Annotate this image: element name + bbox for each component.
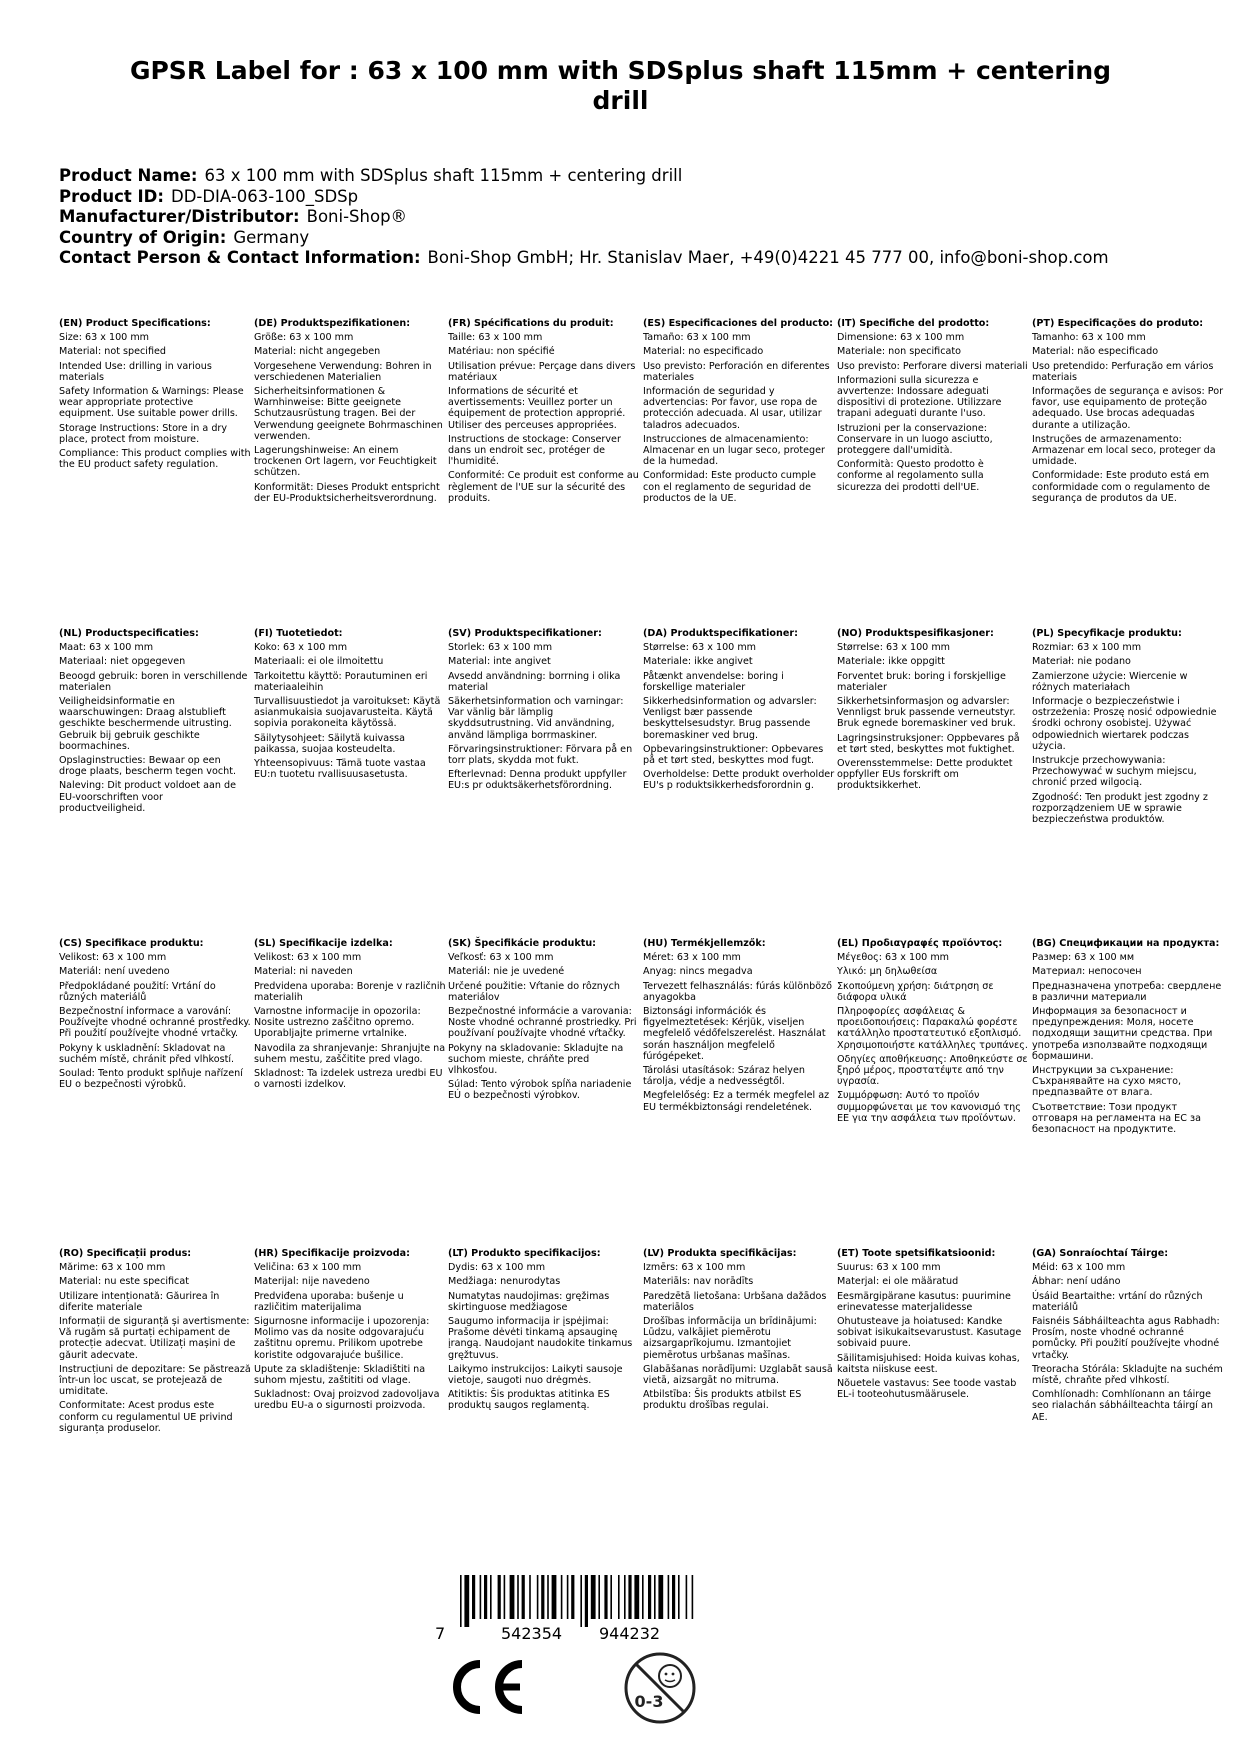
block-line: Размер: 63 x 100 мм <box>1032 952 1135 964</box>
contact-row <box>59 248 1199 269</box>
language-block <box>643 938 835 1113</box>
block-line: Materiale: ikke oppgitt <box>837 656 945 668</box>
ce-mark-icon <box>450 1658 530 1716</box>
barcode-bar <box>634 1575 639 1619</box>
block-line: Lagerungshinweise: An einem trockenen Ort lagern, vor Feuchtigkeit schützen. <box>254 445 437 479</box>
language-block <box>59 628 251 814</box>
block-line: Predviđena uporaba: bušenje u različitim materijalima <box>254 1290 404 1313</box>
block-line: Medžiaga: nenurodytas <box>448 1276 561 1288</box>
language-block <box>837 938 1029 1124</box>
block-line: Atbilstība: Šis produkts atbilst ES produktu drošības regulai. <box>643 1389 802 1412</box>
block-line: Instrucțiuni de depozitare: Se păstrează într-un loc uscat, se protejează de umiditate. <box>59 1363 251 1398</box>
block-line: Paredzētā lietošana: Urbšana dažādos materiālos <box>643 1290 827 1313</box>
block-line: Conformitate: Acest produs este conform cu regulamentul UE privind siguranța produselor. <box>59 1400 233 1434</box>
block-line: Izmērs: 63 x 100 mm <box>643 1262 746 1274</box>
block-line: Turvallisuustiedot ja varoitukset: Käytä asianmukaisia suojavarusteita. Käytä sopivia porakoneita käytössä. <box>254 696 441 730</box>
block-line: Soulad: Tento produkt splňuje nařízení EU o bezpečnosti výrobků. <box>59 1068 243 1091</box>
block-line: Anyag: nincs megadva <box>643 966 753 978</box>
barcode-bar <box>561 1575 563 1619</box>
block-line: Съответствие: Този продукт отговаря на регламента на ЕС за безопасност на продуктите. <box>1032 1101 1201 1136</box>
block-heading: (DA) Produktspecifikationer: <box>643 628 798 639</box>
block-line: Utilizare intenționată: Găurirea în diferite materiale <box>59 1290 220 1313</box>
barcode-bar <box>642 1575 644 1619</box>
block-line: Zamierzone użycie: Wiercenie w różnych materiałach <box>1032 670 1188 693</box>
barcode-bar <box>571 1575 574 1619</box>
barcode-bar <box>580 1575 582 1627</box>
block-line: Material: não especificado <box>1032 346 1159 358</box>
country-row <box>59 228 1199 249</box>
block-line: Comhlíonadh: Comhlíonann an táirge seo rialachán sábháilteachta táirgí an AE. <box>1032 1389 1213 1423</box>
block-line: Størrelse: 63 x 100 mm <box>643 642 757 654</box>
block-line: Материал: непосочен <box>1032 966 1142 978</box>
barcode-bar <box>480 1575 482 1619</box>
block-line: Sigurnosne informacije i upozorenja: Molimo vas da nosite odgovarajuću zaštitnu opremu. Prilikom upotrebe koristite odgovarajuće bušilice. <box>254 1316 430 1361</box>
block-line: Materiaali: ei ole ilmoitettu <box>254 656 384 668</box>
barcode-bar <box>686 1575 688 1619</box>
block-line: Varnostne informacije in opozorila: Nosite ustrezno zaščitno opremo. Uporabljajte primerne vrtalnike. <box>254 1006 421 1040</box>
block-line: Material: nu este specificat <box>59 1276 189 1288</box>
block-heading: (HU) Termékjellemzők: <box>643 938 766 949</box>
block-line: Méret: 63 x 100 mm <box>643 952 741 964</box>
block-line: Intended Use: drilling in various materials <box>59 360 212 383</box>
info-value: 63 x 100 mm with SDSplus shaft 115mm + centering drill <box>204 166 683 185</box>
block-line: Megfelelőség: Ez a termék megfelel az EU termékbiztonsági rendeletének. <box>643 1090 830 1113</box>
block-line: Sukladnost: Ovaj proizvod zadovoljava uredbu EU-a o sigurnosti proizvoda. <box>254 1389 440 1412</box>
language-block <box>59 318 251 470</box>
block-line: Eesmärgipärane kasutus: puurimine erinevatesse materjalidesse <box>837 1290 1011 1313</box>
language-block <box>254 628 446 780</box>
barcode-bar <box>598 1575 600 1619</box>
page-title: GPSR Label for : 63 x 100 mm with SDSplus shaft 115mm + centering drill <box>129 56 1112 115</box>
language-block <box>254 1248 446 1412</box>
language-block <box>448 318 640 504</box>
barcode-bar <box>537 1575 539 1619</box>
block-line: Overensstemmelse: Dette produktet oppfyller EUs forskrift om produktsikkerhet. <box>837 758 1013 792</box>
block-heading: (SL) Specifikacije izdelka: <box>254 938 393 949</box>
product-info <box>59 166 1199 269</box>
block-heading: (SV) Produktspecifikationer: <box>448 628 602 639</box>
block-line: Informacje o bezpieczeństwie i ostrzeżenia: Proszę nosić odpowiednie środki ochrony osobistej. Używać odpowiednich wiertarek podczas użycia. <box>1032 696 1217 752</box>
barcode-bar <box>585 1575 588 1627</box>
block-line: Conformité: Ce produit est conforme au règlement de l'UE sur la sécurité des produits. <box>448 470 639 504</box>
block-line: Méid: 63 x 100 mm <box>1032 1262 1126 1274</box>
block-heading: (IT) Specifiche del prodotto: <box>837 318 990 329</box>
block-line: Οδηγίες αποθήκευσης: Αποθηκεύστε σε ξηρό μέρος, προστατέψτε από την υγρασία. <box>837 1053 1028 1088</box>
block-heading: (NL) Productspecificaties: <box>59 628 199 639</box>
block-line: Material: nicht angegeben <box>254 346 381 358</box>
barcode-bar <box>460 1575 462 1627</box>
block-line: Taille: 63 x 100 mm <box>448 332 543 344</box>
barcode-bar <box>604 1575 607 1619</box>
info-value: Boni-Shop GmbH; Hr. Stanislav Maer, +49(0)4221 45 777 00, info@boni-shop.com <box>427 248 1109 268</box>
barcode-bar <box>678 1575 680 1619</box>
block-line: Materiale: ikke angivet <box>643 656 753 668</box>
block-line: Overholdelse: Dette produkt overholder EU's p roduktsikkerhedsforordnin g. <box>643 769 835 792</box>
barcode-bar <box>472 1575 475 1619</box>
block-line: Uso previsto: Perforación en diferentes materiales <box>643 360 830 383</box>
block-line: Instrukcje przechowywania: Przechowywać w suchym miejscu, chronić przed wilgocią. <box>1032 755 1197 789</box>
block-line: Veličina: 63 x 100 mm <box>254 1262 362 1274</box>
language-block <box>254 938 446 1090</box>
block-line: Materiál: nie je uvedené <box>448 966 565 978</box>
block-line: Sicherheitsinformationen & Warnhinweise: Bitte geeignete Schutzausrüstung tragen. Bei der Verwendung geeignete Bohrmaschinen verwenden. <box>254 386 443 442</box>
barcode-bar <box>464 1575 469 1627</box>
info-value: DD-DIA-063-100_SDSp <box>170 186 359 206</box>
barcode-bar <box>504 1575 506 1619</box>
barcode-bars <box>460 1575 720 1627</box>
block-line: Koko: 63 x 100 mm <box>254 642 348 654</box>
block-line: Materiale: non specificato <box>837 346 961 358</box>
block-heading: (LV) Produkta specifikācijas: <box>643 1248 797 1259</box>
block-line: Bezpečnostné informácie a varovania: Noste vhodné ochranné prostriedky. Pri používaní používajte vhodné vŕtačky. <box>448 1006 637 1040</box>
block-line: Instruções de armazenamento: Armazenar em local seco, proteger da umidade. <box>1032 433 1216 468</box>
block-line: Naleving: Dit product voldoet aan de EU-voorschriften voor productveiligheid. <box>59 780 236 814</box>
block-line: Materiál: není uvedeno <box>59 966 170 978</box>
block-line: Glabāšanas norādījumi: Uzglabāt sausā vietā, aizsargāt no mitruma. <box>643 1363 833 1387</box>
barcode-bar <box>498 1575 501 1619</box>
barcode-bar <box>658 1575 663 1619</box>
block-line: Säilitamisjuhised: Hoida kuivas kohas, kaitsta niiskuse eest. <box>837 1352 1020 1375</box>
info-value: Germany <box>233 227 310 247</box>
block-line: Instrucciones de almacenamiento: Almacenar en un lugar seco, proteger de la humedad. <box>643 433 825 468</box>
block-line: Sikkerhedsinformation og advarsler: Venligst bær passende beskyttelsesudstyr. Brug passende boremaskiner ved brug. <box>643 696 817 741</box>
block-heading: (PT) Especificações do produto: <box>1032 318 1204 329</box>
block-line: Safety Information & Warnings: Please wear appropriate protective equipment. Use suitable power drills. <box>59 386 244 420</box>
block-line: Forventet bruk: boring i forskjellige materialer <box>837 670 1006 693</box>
language-block <box>643 628 835 792</box>
language-block <box>837 318 1029 493</box>
block-line: Matériau: non spécifié <box>448 346 555 358</box>
barcode-bar <box>490 1575 492 1619</box>
language-block <box>1032 628 1224 825</box>
block-line: Suurus: 63 x 100 mm <box>837 1262 941 1274</box>
barcode-digits-right: 944232 <box>599 1624 661 1643</box>
block-line: Beoogd gebruik: boren in verschillende materialen <box>59 670 248 693</box>
block-line: Súlad: Tento výrobok spĺňa nariadenie EÚ o bezpečnosti výrobkov. <box>448 1079 632 1102</box>
block-line: Tamanho: 63 x 100 mm <box>1032 332 1146 344</box>
barcode-bar <box>692 1575 694 1619</box>
language-block <box>254 318 446 504</box>
block-line: Säkerhetsinformation och varningar: Var vänlig bär lämplig skyddsutrustning. Vid användning, använd lämpliga borrmaskiner. <box>448 696 624 741</box>
block-line: Συμμόρφωση: Αυτό το προϊόν συμμορφώνεται με τον κανονισμό της ΕΕ για την ασφάλεια των προϊόντων. <box>837 1090 1021 1124</box>
block-line: Size: 63 x 100 mm <box>59 332 150 344</box>
block-heading: (CS) Specifikace produktu: <box>59 938 204 949</box>
block-line: Μέγεθος: 63 x 100 mm <box>837 952 950 964</box>
barcode-bar <box>654 1575 656 1619</box>
block-line: Yhteensopivuus: Tämä tuote vastaa EU:n tuotetu rvallisuusasetusta. <box>254 758 426 781</box>
block-line: Materjal: ei ole määratud <box>837 1276 959 1288</box>
block-line: Uso pretendido: Perfuração em vários materiais <box>1032 360 1214 383</box>
block-line: Предназначена употреба: свердлене в различни материали <box>1032 980 1222 1003</box>
barcode-bar <box>541 1575 544 1619</box>
block-line: Materiał: nie podano <box>1032 656 1131 668</box>
block-line: Säilytysohjeet: Säilytä kuivassa paikassa, suojaa kosteudelta. <box>254 732 405 755</box>
language-block <box>448 938 640 1102</box>
block-heading: (ET) Toote spetsifikatsioonid: <box>837 1248 996 1259</box>
block-line: Tarkoitettu käyttö: Porautuminen eri materiaaleihin <box>254 670 428 693</box>
block-line: Πληροφορίες ασφάλειας & προειδοποιήσεις: Παρακαλώ φορέστε κατάλληλο προστατευτικό εξοπλισμό. Χρησιμοποιήστε κατάλληλες τρυπάνες. <box>837 1006 1028 1051</box>
block-line: Größe: 63 x 100 mm <box>254 332 354 344</box>
block-line: Istruzioni per la conservazione: Conservare in un luogo asciutto, proteggere dall'umidità. <box>837 422 993 457</box>
block-line: Storage Instructions: Store in a dry place, protect from moisture. <box>59 422 228 445</box>
block-line: Konformität: Dieses Produkt entspricht der EU-Produktsicherheitsverordnung. <box>254 481 440 504</box>
age-range-label: 0-3 <box>634 1692 664 1711</box>
block-line: Skladnost: Ta izdelek ustreza uredbi EU o varnosti izdelkov. <box>254 1068 443 1091</box>
barcode-bar <box>510 1575 515 1619</box>
block-heading: (DE) Produktspezifikationen: <box>254 318 411 329</box>
not-for-children-0-3-icon <box>622 1650 698 1726</box>
block-line: Uso previsto: Perforare diversi materiali <box>837 360 1028 372</box>
language-block <box>59 938 251 1090</box>
barcode-bar <box>552 1575 557 1619</box>
block-line: Efterlevnad: Denna produkt uppfyller EU:s pr oduktsäkerhetsförordning. <box>448 769 627 792</box>
block-heading: (GA) Sonraíochtaí Táirge: <box>1032 1248 1169 1259</box>
block-line: Pokyny na skladovanie: Skladujte na suchom mieste, chráňte pred vlhkosťou. <box>448 1042 624 1077</box>
manufacturer-row <box>59 207 1199 228</box>
block-line: Velikost: 63 x 100 mm <box>59 952 167 964</box>
barcode-bar <box>672 1575 675 1619</box>
block-line: Lagringsinstruksjoner: Oppbevares på et tørt sted, beskyttes mot fuktighet. <box>837 732 1020 755</box>
product-name-row <box>59 166 1199 187</box>
block-line: Materiaal: niet opgegeven <box>59 656 186 668</box>
block-line: Dydis: 63 x 100 mm <box>448 1262 546 1274</box>
block-line: Informations de sécurité et avertissements: Veuillez porter un équipement de protection approprié. Utiliser des perceuses appropriées. <box>448 386 626 431</box>
block-line: Laikymo instrukcijos: Laikyti sausoje vietoje, saugoti nuo drėgmės. <box>448 1363 623 1387</box>
info-key: Country of Origin: <box>59 227 227 247</box>
block-line: Informații de siguranță și avertismente: Vă rugăm să purtați echipament de protecție adecvat. Utilizați mașini de găurit adecvate. <box>59 1316 250 1361</box>
block-line: Instructions de stockage: Conserver dans un endroit sec, protéger de l'humidité. <box>448 433 621 468</box>
block-line: Biztonsági információk és figyelmeztetések: Kérjük, viseljen megfelelő védőfelszerelést. Használat során használjon megfelelő fúrógépeket. <box>643 1006 826 1062</box>
block-heading: (BG) Спецификации на продукта: <box>1032 938 1220 949</box>
block-line: Velikost: 63 x 100 mm <box>254 952 362 964</box>
block-line: Σκοπούμενη χρήση: διάτρηση σε διάφορα υλικά <box>837 980 994 1003</box>
language-block <box>1032 938 1224 1135</box>
block-line: Numatytas naudojimas: gręžimas skirtinguose medžiagose <box>448 1290 610 1313</box>
block-line: Conformidade: Este produto está em conformidade com o regulamento de segurança de produtos da UE. <box>1032 470 1211 504</box>
block-line: Materijal: nije navedeno <box>254 1276 370 1288</box>
block-line: Material: inte angivet <box>448 656 551 668</box>
block-line: Nõuetele vastavus: See toode vastab EL-i tooteohutusmäärusele. <box>837 1378 1017 1401</box>
language-block <box>59 1248 251 1434</box>
barcode-bar <box>522 1575 525 1619</box>
language-block <box>448 1248 640 1412</box>
block-line: Drošības informācija un brīdinājumi: Lūdzu, valkājiet piemērotu aizsargaprīkojumu. Izmantojiet piemērotus urbšanas mašīnas. <box>643 1316 817 1361</box>
language-block <box>643 318 835 504</box>
barcode-bar <box>648 1575 651 1619</box>
block-line: Material: ni naveden <box>254 966 353 978</box>
info-key: Product ID: <box>59 186 164 206</box>
block-line: Treoracha Stórála: Skladujte na suchém místě, chraňte před vlhkostí. <box>1032 1363 1223 1387</box>
barcode-bar <box>517 1575 519 1619</box>
block-heading: (HR) Specifikacije proizvoda: <box>254 1248 410 1259</box>
block-line: Compliance: This product complies with the EU product safety regulation. <box>59 448 251 471</box>
block-line: Určené použitie: Vŕtanie do rôznych materiálov <box>448 980 620 1003</box>
block-heading: (ES) Especificaciones del producto: <box>643 318 834 329</box>
block-heading: (SK) Špecifikácie produktu: <box>448 938 597 949</box>
barcode-bar <box>547 1575 549 1619</box>
block-line: Saugumo informacija ir įspėjimai: Prašome dėvėti tinkamą apsauginę įrangą. Naudojant naudokite tinkamus gręžtuvus. <box>448 1316 633 1361</box>
barcode-bar <box>591 1575 596 1619</box>
block-line: Storlek: 63 x 100 mm <box>448 642 553 654</box>
info-value: Boni-Shop® <box>306 207 408 227</box>
block-line: Faisnéis Sábháilteachta agus Rabhadh: Prosím, noste vhodné ochranné pomůcky. Při použití používejte vhodné vrtačky. <box>1032 1316 1220 1361</box>
block-heading: (EN) Product Specifications: <box>59 318 211 329</box>
info-key: Contact Person & Contact Information: <box>59 248 421 268</box>
info-key: Manufacturer/Distributor: <box>59 207 300 227</box>
block-heading: (EL) Προδιαγραφές προϊόντος: <box>837 938 1003 949</box>
block-line: Conformità: Questo prodotto è conforme al regolamento sulla sicurezza dei prodotti dell'UE. <box>837 459 984 493</box>
barcode-bar <box>610 1575 612 1619</box>
block-line: Størrelse: 63 x 100 mm <box>837 642 951 654</box>
block-line: Информация за безопасност и предупреждения: Моля, носете подходящи защитни средства. При употреба използвайте подходящи бормашини. <box>1032 1006 1213 1062</box>
block-line: Tervezett felhasználás: fúrás különböző anyagokba <box>643 980 833 1003</box>
block-line: Ohutusteave ja hoiatused: Kandke sobivat isikukaitsevarustust. Kasutage sobivaid puure. <box>837 1316 1022 1350</box>
block-line: Υλικό: μη δηλωθείσα <box>837 966 938 978</box>
block-line: Utilisation prévue: Perçage dans divers matériaux <box>448 360 636 383</box>
block-heading: (LT) Produkto specifikacijos: <box>448 1248 601 1259</box>
language-block <box>448 628 640 792</box>
block-line: Avsedd användning: borrning i olika material <box>448 670 621 693</box>
block-line: Opslaginstructies: Bewaar op een droge plaats, bescherm tegen vocht. <box>59 755 237 778</box>
block-line: Información de seguridad y advertencias: Por favor, use ropa de protección adecuada. Al usar, utilizar taladros adecuados. <box>643 386 822 431</box>
block-line: Mărime: 63 x 100 mm <box>59 1262 166 1274</box>
language-block <box>837 628 1029 792</box>
block-line: Tamaño: 63 x 100 mm <box>643 332 751 344</box>
block-line: Veiligheidsinformatie en waarschuwingen: Draag alstublieft geschikte beschermende uitrusting. Gebruik bij gebruik geschikte boormachines. <box>59 696 232 752</box>
block-heading: (FI) Tuotetiedot: <box>254 628 343 639</box>
block-line: Predvidena uporaba: Borenje v različnih materialih <box>254 980 446 1003</box>
block-line: Ábhar: není udáno <box>1032 1276 1121 1288</box>
block-line: Dimensione: 63 x 100 mm <box>837 332 965 344</box>
block-line: Инструкции за съхранение: Съхранявайте на сухо място, предпазвайте от влага. <box>1032 1065 1182 1099</box>
block-line: Úsáid Beartaithe: vrtání do různých materiálů <box>1032 1290 1203 1313</box>
barcode-bar <box>567 1575 569 1619</box>
barcode-bar <box>624 1575 626 1619</box>
barcode-digit-first: 7 <box>435 1624 446 1643</box>
language-block <box>1032 318 1224 504</box>
block-heading: (RO) Specificații produs: <box>59 1248 192 1259</box>
block-line: Maat: 63 x 100 mm <box>59 642 154 654</box>
block-line: Předpokládané použití: Vrtání do různých materiálů <box>59 980 216 1003</box>
block-line: Pokyny k uskladnění: Skladovat na suchém místě, chránit před vlhkostí. <box>59 1042 235 1065</box>
barcode-bar <box>529 1575 531 1619</box>
block-line: Informações de segurança e avisos: Por favor, use equipamento de proteção adequado. Use brocas adequadas durante a utilização. <box>1032 386 1224 431</box>
block-line: Atitiktis: Šis produktas atitinka ES produktų saugos reglamentą. <box>448 1389 610 1412</box>
block-line: Informazioni sulla sicurezza e avvertenze: Indossare adeguati dispositivi di protezione. Utilizzare trapani adeguati durante l'uso. <box>837 374 1002 420</box>
block-line: Vorgesehene Verwendung: Bohren in verschiedenen Materialien <box>254 360 432 383</box>
block-line: Bezpečnostní informace a varování: Používejte vhodné ochranné prostředky. Při použití používejte vhodné vrtačky. <box>59 1006 251 1040</box>
block-heading: (NO) Produktspesifikasjoner: <box>837 628 994 639</box>
barcode-bar <box>668 1575 670 1619</box>
language-block <box>837 1248 1029 1400</box>
info-key: Product Name: <box>59 166 198 185</box>
block-heading: (PL) Specyfikacje produktu: <box>1032 628 1182 639</box>
block-line: Förvaringsinstruktioner: Förvara på en torr plats, skydda mot fukt. <box>448 743 633 767</box>
barcode-bar <box>484 1575 487 1619</box>
ean-barcode <box>430 1575 750 1645</box>
block-line: Rozmiar: 63 x 100 mm <box>1032 642 1142 654</box>
block-line: Material: no especificado <box>643 346 764 358</box>
block-heading: (FR) Spécifications du produit: <box>448 318 614 329</box>
block-line: Sikkerhetsinformasjon og advarsler: Vennligst bruk passende verneutstyr. Bruk egnede boremaskiner ved bruk. <box>837 696 1016 730</box>
block-line: Navodila za shranjevanje: Shranjujte na suhem mestu, zaščitite pred vlago. <box>254 1042 446 1065</box>
barcode-bar <box>628 1575 631 1619</box>
language-block <box>643 1248 835 1412</box>
language-block <box>1032 1248 1224 1423</box>
block-line: Opbevaringsinstruktioner: Opbevares på et tørt sted, beskyttes mod fugt. <box>643 743 824 767</box>
barcode-bar <box>618 1575 620 1619</box>
block-line: Materiāls: nav norādīts <box>643 1276 754 1288</box>
block-line: Upute za skladištenje: Skladištiti na suhom mjestu, zaštititi od vlage. <box>254 1363 426 1387</box>
product-id-row <box>59 187 1199 208</box>
barcode-digits-left: 542354 <box>501 1624 563 1643</box>
block-line: Påtænkt anvendelse: boring i forskellige materialer <box>643 670 784 693</box>
block-line: Veľkosť: 63 x 100 mm <box>448 952 554 964</box>
block-line: Tárolási utasítások: Száraz helyen tárolja, védje a nedvességtől. <box>643 1065 805 1088</box>
block-line: Zgodność: Ten produkt jest zgodny z rozporządzeniem UE w sprawie bezpieczeństwa produktów. <box>1032 791 1208 826</box>
block-line: Conformidad: Este producto cumple con el reglamento de seguridad de productos de la UE. <box>643 470 816 504</box>
block-line: Material: not specified <box>59 346 166 358</box>
